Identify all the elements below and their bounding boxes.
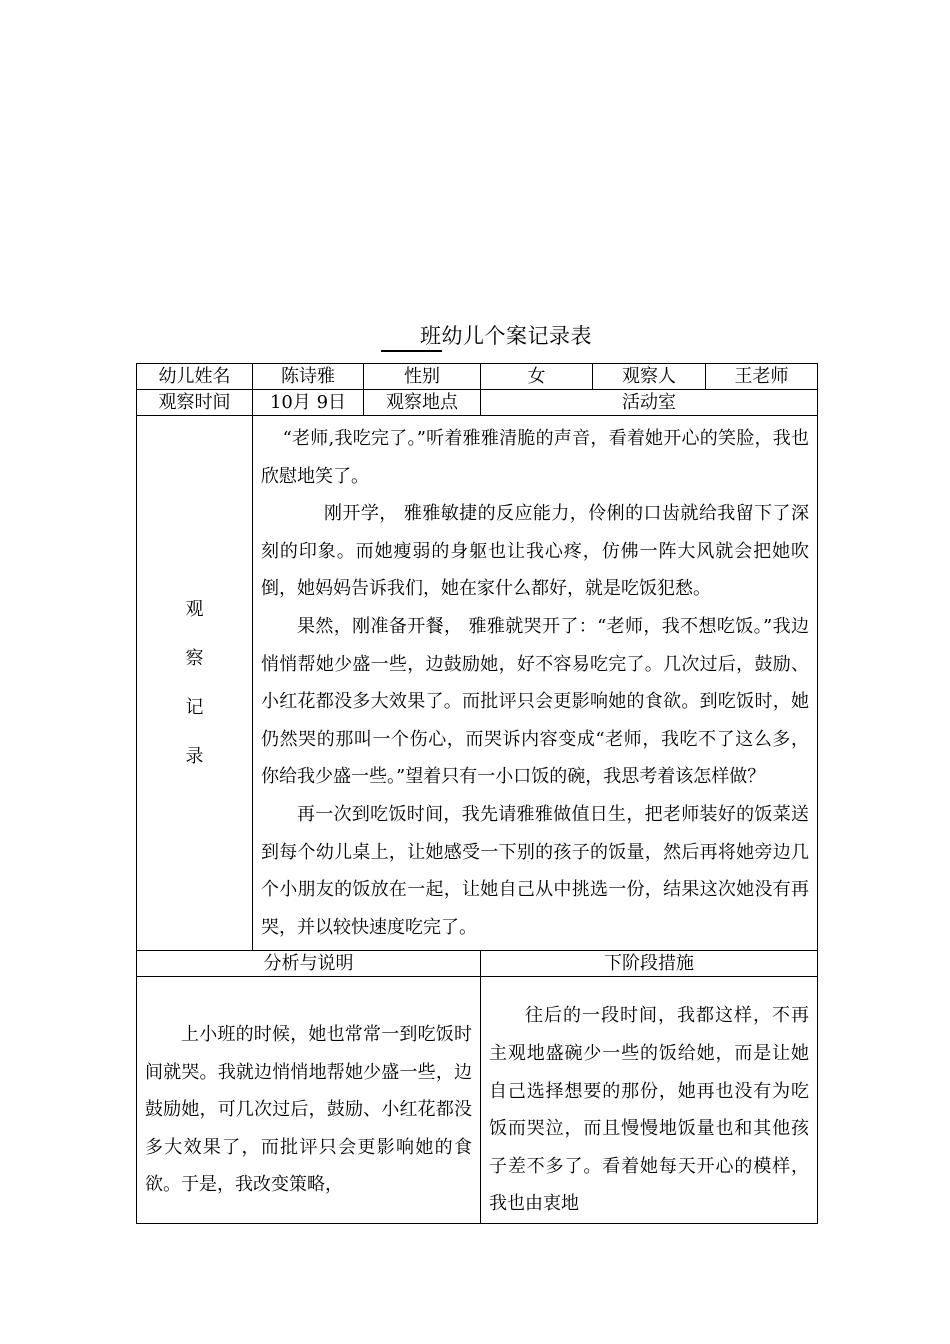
observation-label-char: 察 [185,648,204,670]
analysis-text: 上小班的时候，她也常常一到吃饭时间就哭。我就边悄悄地帮她少盛一些，边鼓励她，可几次过后，鼓励、小红花都没多大效果了，而批评只会更影响她的食欲。于是，我改变策略， [145,1024,472,1196]
observation-paragraph: 果然，刚准备开餐， 雅雅就哭开了：“老师，我不想吃饭。”我边悄悄帮她少盛一些，边鼓励她，好不容易吃完了。几次过后，鼓励、小红花都没多大效果了。而批评只会更影响她的食欲。到吃饭时，她仍然哭的那叫一个伤心，而哭诉内容变成“老师，我吃不了这么多，你给我少盛一些。”望着只有一小口饭的碗，我思考着该怎样做？ [261,615,809,788]
observation-record [253,416,818,951]
next-steps-body [481,977,818,1224]
time-value: 10月 9日 [253,390,364,416]
observation-paragraph: 再一次到吃饭时间，我先请雅雅做值日生，把老师装好的饭菜送到每个幼儿桌上，让她感受一下别的孩子的饭量，然后再将她旁边几个小朋友的饭放在一起，让她自己从中挑选一份，结果这次她没有再哭，并以较快速度吃完了。 [261,803,809,938]
observation-paragraph: 刚开学， 雅雅敏捷的反应能力，伶俐的口齿就给我留下了深刻的印象。而她瘦弱的身躯也让我心疼，仿佛一阵大风就会把她吹倒，她妈妈告诉我们，她在家什么都好，就是吃饭犯愁。 [261,503,809,600]
next-steps-text: 往后的一段时间，我都这样，不再主观地盛碗少一些的饭给她，而是让她自己选择想要的那份，她再也没有为吃饭而哭泣，而且慢慢地饭量也和其他孩子差不多了。看着她每天开心的模样，我也由衷地 [489,1005,809,1215]
name-value: 陈诗雅 [253,364,364,390]
observation-row [137,416,818,951]
observation-label-char: 记 [185,697,204,719]
observation-paragraph: “老师,我吃完了。”听着雅雅清脆的声音，看着她开心的笑脸，我也欣慰地笑了。 [261,428,809,487]
info-row-2 [137,390,818,416]
gender-value: 女 [481,364,593,390]
class-name-blank-line [381,350,442,352]
observation-label [137,416,253,951]
time-label: 观察时间 [137,390,253,416]
analysis-body [137,977,481,1224]
name-label: 幼儿姓名 [137,364,253,390]
next-steps-header: 下阶段措施 [481,951,818,977]
place-value: 活动室 [481,390,818,416]
observation-label-char: 录 [185,746,204,768]
observation-label-char: 观 [185,599,204,621]
place-label: 观察地点 [364,390,481,416]
section-header-row [137,951,818,977]
observer-value: 王老师 [706,364,818,390]
analysis-header: 分析与说明 [137,951,481,977]
observer-label: 观察人 [593,364,706,390]
page-title: 班幼儿个案记录表 [420,324,592,348]
section-body-row [137,977,818,1224]
record-table [136,363,818,1224]
info-row-1 [137,364,818,390]
gender-label: 性别 [364,364,481,390]
title-area [0,318,950,352]
